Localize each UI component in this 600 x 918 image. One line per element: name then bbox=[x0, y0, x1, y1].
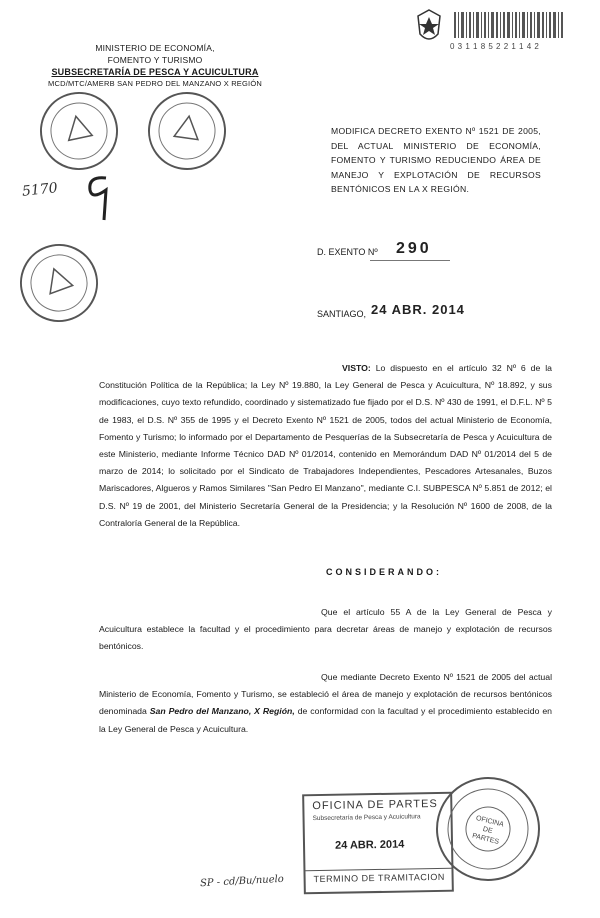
considerando-heading: CONSIDERANDO: bbox=[326, 567, 443, 577]
coat-of-arms-emblem bbox=[414, 8, 444, 48]
oficina-partes-stamp bbox=[302, 792, 454, 895]
stamp-title: OFICINA DE PARTES bbox=[312, 797, 438, 813]
ministry-seal-stamp bbox=[33, 85, 126, 178]
handwritten-mark bbox=[78, 168, 118, 233]
decree-number-stamp: 290 bbox=[396, 240, 432, 257]
handwritten-initials: SP - cd/Bu/nuelo bbox=[199, 873, 285, 890]
seal-text: OFICINA DE PARTES bbox=[471, 814, 505, 846]
place-date-line bbox=[317, 309, 366, 319]
decree-subject: MODIFICA DECRETO EXENTO Nº 1521 DE 2005, DEL ACTUAL MINISTERIO DE ECONOMÍA, FOMENTO Y TURISMO REDUCIENDO ÁREA DE MANEJO Y EXPLOTACIÓN DE RECURSOS BENTÓNICOS EN LA X REGIÓN. bbox=[331, 126, 541, 194]
decree-label: D. EXENTO Nº bbox=[317, 247, 378, 257]
stamp-date: 24 ABR. 2014 bbox=[334, 838, 405, 852]
considerando-paragraph-2-end: de conformidad con la facultad y el procedimiento establecido en la Ley General de Pesca y Acuicultura. bbox=[99, 706, 552, 734]
decree-number-line bbox=[317, 247, 378, 257]
city-label: SANTIAGO, bbox=[317, 309, 367, 319]
stamp-subtitle: Subsecretaría de Pesca y Acuicultura bbox=[312, 813, 421, 823]
considerando-paragraph-2-text: Que mediante Decreto Exento Nº 1521 de 2005 del actual Ministerio de Economía, Fomento y Turismo, se estableció el área de manejo y explotación de recursos bentónicos denominada bbox=[99, 672, 552, 717]
area-name: San Pedro del Manzano, X Región, bbox=[149, 706, 295, 717]
visto-text: Lo dispuesto en el artículo 32 Nº 6 de la Constitución Política de la República; la Ley Nº 19.880, la Ley General de Pesca y Acuicultura, Nº 18.892, y sus modificaciones, cuyo texto refundido, coordinado y sistematizado fue fijado por el D.S. Nº 430 de 1991, el D.F.L. Nº 5 de 1983, el D.S. Nº 355 de 1995 y el Decreto Exento Nº 1521 de 2005, todos del actual Ministerio de Economía, Fomento y Turismo; lo informado por el Departamento de Pesquerías de la Subsecretaría de Pesca y Acuicultura de este Ministerio, mediante Informe Técnico DAD Nº 01/2014, contenido en Memorándum DAD Nº 01/2014 del 5 de marzo de 2014; lo solicitado por el Sindicato de Trabajadores Independientes, Pescadores Artesanales, Buzos Mariscadores, Algueros y Ramos Similares "San Pedro El Manzano", mediante C.I. SUBPESCA Nº 5.851 de 2012; el D.S. Nº 19 de 2001, del Ministerio Secretaría General de la Presidencia; y la Resolución Nº 1600 de 2008, de la Contraloría General de la República. bbox=[99, 363, 552, 528]
issue-date-stamp: 24 ABR. 2014 bbox=[371, 302, 465, 317]
stamp-footer: TERMINO DE TRAMITACION bbox=[313, 871, 445, 885]
visto-paragraph bbox=[99, 360, 552, 532]
decree-underline bbox=[370, 260, 450, 261]
subsecretaria-seal-stamp bbox=[143, 87, 231, 175]
barcode-number: 0 3 1 1 8 5 2 2 1 1 4 2 bbox=[450, 42, 540, 51]
header-block bbox=[40, 42, 270, 90]
considerando-paragraph-1: Que el artículo 55 A de la Ley General de Pesca y Acuicultura establece la facultad y el procedimiento para decretar áreas de manejo y explotación de recursos bentónicos. bbox=[99, 607, 552, 652]
considerando-paragraph-2 bbox=[99, 669, 552, 738]
lower-seal-stamp bbox=[9, 233, 109, 333]
barcode bbox=[454, 12, 566, 38]
handwritten-margin-number: 5170 bbox=[21, 180, 59, 200]
subsecretaria-line: SUBSECRETARÍA DE PESCA Y ACUICULTURA bbox=[51, 67, 259, 77]
ministry-line: MINISTERIO DE ECONOMÍA, bbox=[95, 43, 215, 53]
stamp-divider bbox=[305, 868, 451, 872]
reference-line: MCD/MTC/AMERB SAN PEDRO DEL MANZANO X REGIÓN bbox=[48, 79, 262, 88]
ministry-line-2: FOMENTO Y TURISMO bbox=[107, 55, 203, 65]
visto-label: VISTO: bbox=[342, 363, 371, 373]
